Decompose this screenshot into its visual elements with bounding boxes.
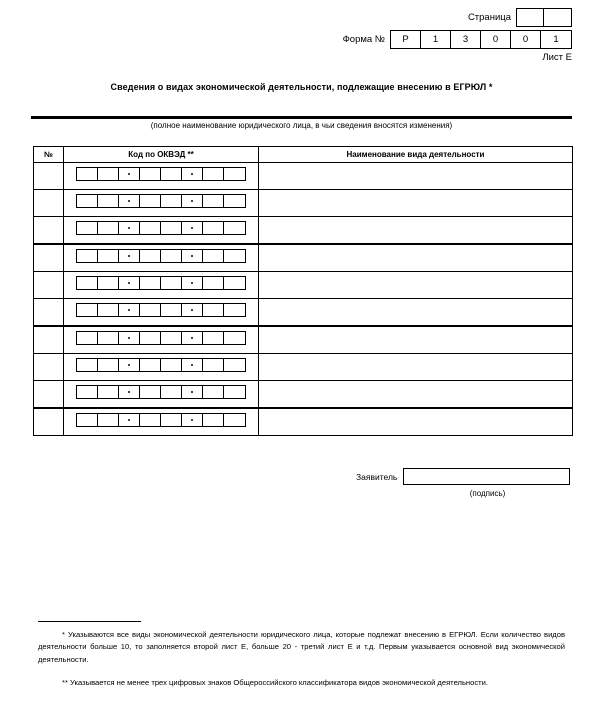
activity-name-cell[interactable]: [259, 244, 573, 272]
okved-code-char-box[interactable]: [140, 386, 161, 398]
okved-code-char-box[interactable]: [182, 222, 203, 234]
table-row: [34, 244, 573, 272]
okved-code-char-box[interactable]: [161, 250, 182, 262]
table-row: [34, 408, 573, 436]
okved-code-char-box[interactable]: [77, 386, 98, 398]
okved-code-cell: [64, 408, 259, 436]
activities-table-body: [34, 163, 573, 436]
okved-code-char-box[interactable]: [203, 332, 224, 344]
footnotes-block: [38, 629, 565, 700]
okved-code-char-box[interactable]: [203, 195, 224, 207]
okved-code-char-box[interactable]: [161, 304, 182, 316]
okved-code-char-box[interactable]: [203, 250, 224, 262]
okved-code-boxes[interactable]: [76, 385, 246, 399]
okved-code-char-box[interactable]: [161, 414, 182, 426]
okved-code-char-box[interactable]: [98, 332, 119, 344]
okved-code-cell: [64, 272, 259, 299]
okved-code-cell: [64, 326, 259, 354]
okved-code-char-box[interactable]: [161, 359, 182, 371]
okved-code-char-box[interactable]: [182, 277, 203, 289]
okved-code-char-box[interactable]: [224, 332, 245, 344]
okved-code-char-box[interactable]: [119, 332, 140, 344]
okved-code-cell: [64, 190, 259, 217]
okved-code-char-box[interactable]: [119, 277, 140, 289]
okved-code-boxes[interactable]: [76, 194, 246, 208]
okved-code-boxes[interactable]: [76, 331, 246, 345]
signature-caption: (подпись): [469, 489, 506, 498]
column-header-number: №: [34, 147, 64, 163]
okved-code-char-box[interactable]: [140, 359, 161, 371]
table-row: [34, 217, 573, 245]
page-number-cell[interactable]: [544, 9, 571, 26]
okved-code-char-box[interactable]: [182, 386, 203, 398]
okved-code-cell: [64, 244, 259, 272]
row-number-cell[interactable]: [34, 163, 64, 190]
okved-code-char-box[interactable]: [203, 386, 224, 398]
okved-code-char-box[interactable]: [119, 359, 140, 371]
okved-code-char-box[interactable]: [140, 195, 161, 207]
signature-field[interactable]: [403, 468, 570, 485]
okved-code-char-box[interactable]: [98, 277, 119, 289]
okved-code-char-box[interactable]: [161, 195, 182, 207]
okved-code-char-box[interactable]: [77, 222, 98, 234]
okved-code-char-box[interactable]: [140, 222, 161, 234]
okved-code-cell: [64, 217, 259, 245]
okved-code-char-box[interactable]: [140, 332, 161, 344]
okved-code-char-box[interactable]: [182, 332, 203, 344]
form-number-boxes: [390, 30, 572, 49]
page-number-cell[interactable]: [517, 9, 544, 26]
form-number-block: [343, 30, 572, 49]
row-number-cell[interactable]: [34, 217, 64, 245]
form-number-cell: 3: [451, 31, 481, 48]
okved-code-char-box[interactable]: [224, 168, 245, 180]
okved-code-char-box[interactable]: [98, 359, 119, 371]
okved-code-char-box[interactable]: [98, 304, 119, 316]
table-row: [34, 272, 573, 299]
okved-code-char-box[interactable]: [119, 222, 140, 234]
activity-name-cell[interactable]: [259, 326, 573, 354]
column-header-activity-name: Наименование вида деятельности: [259, 147, 573, 163]
okved-code-char-box[interactable]: [98, 250, 119, 262]
okved-code-char-box[interactable]: [98, 195, 119, 207]
footnote-one: * Указываются все виды экономической деятельности юридического лица, которые подлежат внесению в ЕГРЮЛ. Если количество видов деятельности больше 10, то заполняется второй лист Е, больше 20 - третий лист Е и т.д. Первым указывается основной вид экономической деятельности.: [38, 630, 565, 664]
okved-code-char-box[interactable]: [224, 414, 245, 426]
activity-name-cell[interactable]: [259, 354, 573, 381]
okved-code-char-box[interactable]: [119, 195, 140, 207]
activity-name-cell[interactable]: [259, 299, 573, 327]
okved-code-boxes[interactable]: [76, 413, 246, 427]
okved-code-boxes[interactable]: [76, 221, 246, 235]
okved-code-char-box[interactable]: [182, 359, 203, 371]
okved-code-char-box[interactable]: [203, 168, 224, 180]
footnote-two: ** Указывается не менее трех цифровых знаков Общероссийского классификатора видов экономической деятельности.: [62, 677, 488, 687]
row-number-cell[interactable]: [34, 244, 64, 272]
sheet-label: Лист Е: [542, 52, 572, 63]
okved-code-char-box[interactable]: [77, 250, 98, 262]
okved-code-cell: [64, 299, 259, 327]
okved-code-boxes[interactable]: [76, 358, 246, 372]
okved-code-char-box[interactable]: [224, 277, 245, 289]
table-header-row: [34, 147, 573, 163]
okved-code-cell: [64, 163, 259, 190]
table-row: [34, 326, 573, 354]
okved-code-char-box[interactable]: [140, 250, 161, 262]
okved-code-char-box[interactable]: [140, 304, 161, 316]
form-number-cell: Р: [391, 31, 421, 48]
okved-code-cell: [64, 381, 259, 409]
okved-code-char-box[interactable]: [224, 250, 245, 262]
okved-code-cell: [64, 354, 259, 381]
okved-code-char-box[interactable]: [203, 359, 224, 371]
activity-name-cell[interactable]: [259, 381, 573, 409]
footnote-separator: [38, 621, 141, 622]
okved-code-char-box[interactable]: [224, 386, 245, 398]
okved-code-boxes[interactable]: [76, 249, 246, 263]
okved-code-char-box[interactable]: [77, 168, 98, 180]
okved-code-char-box[interactable]: [203, 222, 224, 234]
okved-code-char-box[interactable]: [77, 414, 98, 426]
okved-code-char-box[interactable]: [98, 386, 119, 398]
okved-code-char-box[interactable]: [98, 414, 119, 426]
okved-code-boxes[interactable]: [76, 276, 246, 290]
activity-name-cell[interactable]: [259, 272, 573, 299]
form-number-label: Форма №: [342, 34, 385, 45]
column-header-okved-code: Код по ОКВЭД **: [64, 147, 259, 163]
row-number-cell[interactable]: [34, 190, 64, 217]
page-title: Сведения о видах экономической деятельности, подлежащие внесению в ЕГРЮЛ *: [110, 82, 493, 92]
okved-code-char-box[interactable]: [140, 277, 161, 289]
okved-code-char-box[interactable]: [161, 222, 182, 234]
okved-code-char-box[interactable]: [224, 359, 245, 371]
okved-code-boxes[interactable]: [76, 167, 246, 181]
okved-code-char-box[interactable]: [119, 304, 140, 316]
okved-code-char-box[interactable]: [77, 304, 98, 316]
entity-name-rule: [31, 116, 572, 119]
table-row: [34, 354, 573, 381]
table-row: [34, 163, 573, 190]
page-number-label: Страница: [467, 12, 511, 23]
okved-code-char-box[interactable]: [224, 222, 245, 234]
activity-name-cell[interactable]: [259, 408, 573, 436]
applicant-label: Заявитель: [356, 471, 398, 482]
entity-name-caption: (полное наименование юридического лица, в чьи сведения вносятся изменения): [150, 121, 453, 130]
okved-code-char-box[interactable]: [224, 195, 245, 207]
okved-code-char-box[interactable]: [119, 250, 140, 262]
activity-name-cell[interactable]: [259, 163, 573, 190]
activity-name-cell[interactable]: [259, 190, 573, 217]
okved-code-char-box[interactable]: [182, 168, 203, 180]
okved-code-char-box[interactable]: [98, 168, 119, 180]
okved-code-char-box[interactable]: [161, 277, 182, 289]
okved-code-char-box[interactable]: [140, 414, 161, 426]
okved-code-char-box[interactable]: [119, 414, 140, 426]
okved-code-char-box[interactable]: [203, 277, 224, 289]
form-number-cell: 1: [553, 33, 559, 45]
okved-code-char-box[interactable]: [77, 277, 98, 289]
okved-code-char-box[interactable]: [119, 168, 140, 180]
okved-code-char-box[interactable]: [119, 386, 140, 398]
okved-code-char-box[interactable]: [98, 222, 119, 234]
okved-code-char-box[interactable]: [77, 359, 98, 371]
okved-code-char-box[interactable]: [182, 304, 203, 316]
table-row: [34, 381, 573, 409]
activities-table: [33, 146, 573, 436]
okved-code-char-box[interactable]: [161, 168, 182, 180]
okved-code-char-box[interactable]: [140, 168, 161, 180]
applicant-signature-block: [356, 468, 570, 485]
okved-code-char-box[interactable]: [161, 386, 182, 398]
page-number-boxes[interactable]: [516, 8, 572, 27]
form-number-cell: 0: [511, 31, 541, 48]
row-number-cell[interactable]: [34, 299, 64, 327]
table-row: [34, 190, 573, 217]
activity-name-cell[interactable]: [259, 217, 573, 245]
okved-code-char-box[interactable]: [161, 332, 182, 344]
okved-code-boxes[interactable]: [76, 303, 246, 317]
okved-code-char-box[interactable]: [182, 250, 203, 262]
okved-code-char-box[interactable]: [182, 414, 203, 426]
okved-code-char-box[interactable]: [77, 332, 98, 344]
okved-code-char-box[interactable]: [182, 195, 203, 207]
okved-code-char-box[interactable]: [203, 304, 224, 316]
row-number-cell[interactable]: [34, 272, 64, 299]
form-number-cell: 0: [481, 31, 511, 48]
row-number-cell[interactable]: [34, 326, 64, 354]
form-number-cell: 1: [421, 31, 451, 48]
row-number-cell[interactable]: [34, 354, 64, 381]
page-number-block: [468, 8, 572, 27]
okved-code-char-box[interactable]: [77, 195, 98, 207]
okved-code-char-box[interactable]: [224, 304, 245, 316]
row-number-cell[interactable]: [34, 408, 64, 436]
row-number-cell[interactable]: [34, 381, 64, 409]
okved-code-char-box[interactable]: [203, 414, 224, 426]
table-row: [34, 299, 573, 327]
